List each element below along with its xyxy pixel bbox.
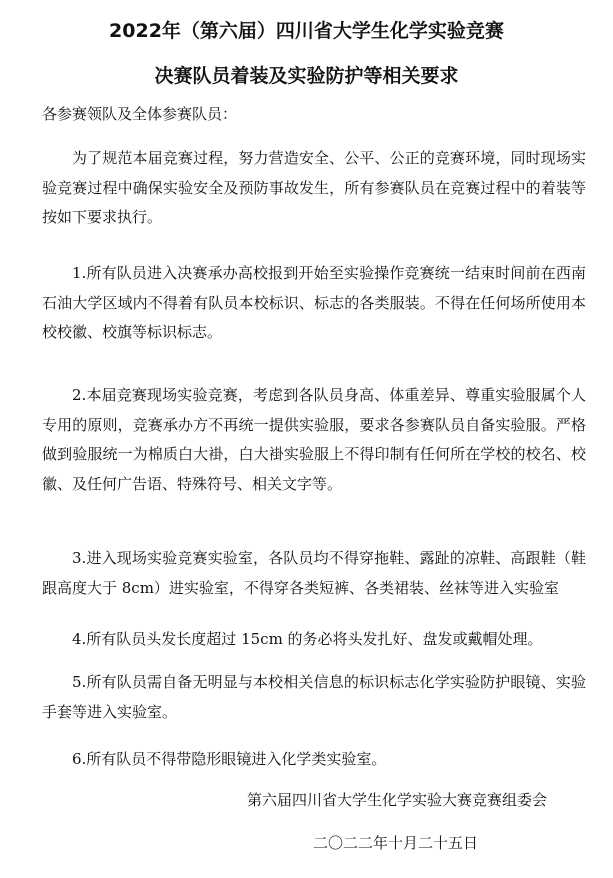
salutation: 各参赛领队及全体参赛队员： <box>42 105 238 123</box>
requirement-item-1: 1.所有队员进入决赛承办高校报到开始至实验操作竞赛统一结束时间前在西南石油大学区域内不得着有队员本校标识、标志的各类服装。不得在任何场所使用本校校徽、校旗等标识标志。 <box>42 264 586 341</box>
document-title: 2022年（第六届）四川省大学生化学实验竞赛 <box>109 20 504 42</box>
intro-paragraph: 为了规范本届竞赛过程，努力营造安全、公平、公正的竞赛环境，同时现场实验竞赛过程中确保实验安全及预防事故发生，所有参赛队员在竞赛过程中的着装等按如下要求执行。 <box>42 149 586 226</box>
document-subtitle: 决赛队员着装及实验防护等相关要求 <box>154 65 459 87</box>
signature-date: 二〇二二年十月二十五日 <box>312 834 478 852</box>
requirement-item-3: 3.进入现场实验竞赛实验室，各队员均不得穿拖鞋、露趾的凉鞋、高跟鞋（鞋跟高度大于 8cm）进实验室，不得穿各类短裤、各类裙装、丝袜等进入实验室 <box>42 549 586 597</box>
requirement-item-6: 6.所有队员不得带隐形眼镜进入化学类实验室。 <box>72 750 387 768</box>
requirement-item-5: 5.所有队员需自备无明显与本校相关信息的标识标志化学实验防护眼镜、实验手套等进入实验室。 <box>42 673 586 721</box>
requirement-item-4: 4.所有队员头发长度超过 15cm 的务必将头发扎好、盘发或戴帽处理。 <box>72 630 543 648</box>
signature-committee: 第六届四川省大学生化学实验大赛竞赛组委会 <box>246 791 547 809</box>
requirement-item-2: 2.本届竞赛现场实验竞赛，考虑到各队员身高、体重差异、尊重实验服属个人专用的原则，竞赛承办方不再统一提供实验服，要求各参赛队员自备实验服。严格做到验服统一为棉质白大褂，白大褂实验服上不得印制有任何所在学校的校名、校徽、及任何广告语、特殊符号、相关文字等。 <box>42 386 586 493</box>
